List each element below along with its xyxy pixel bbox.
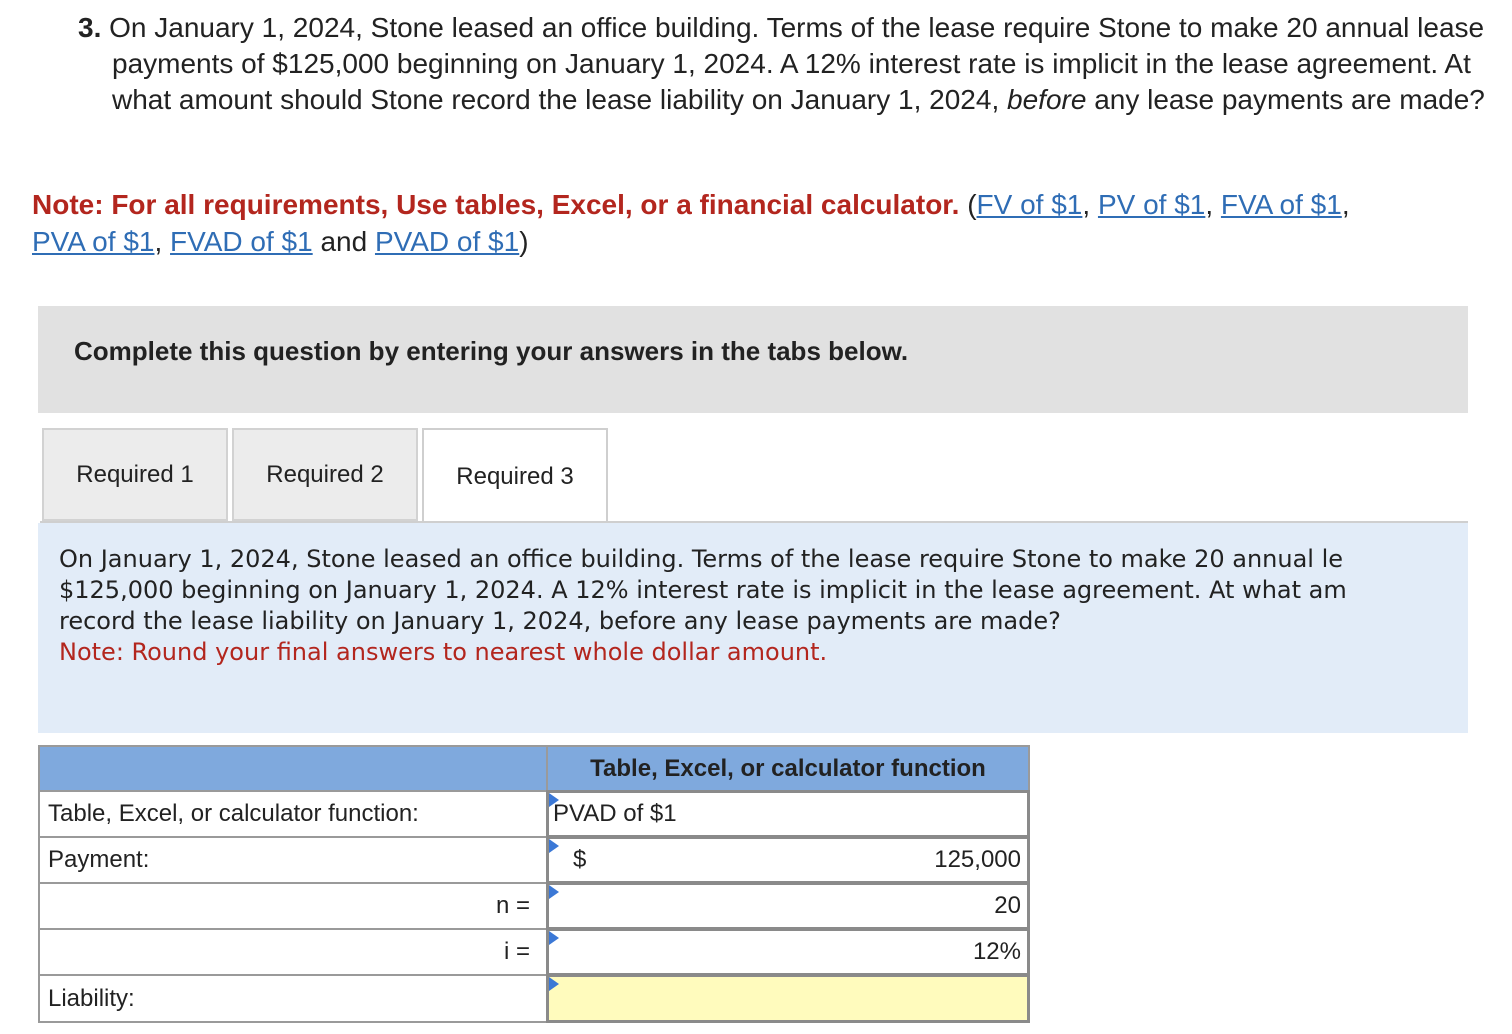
n-label: n = <box>38 882 548 930</box>
liability-input[interactable] <box>546 974 1030 1023</box>
question-text <box>78 10 1502 118</box>
link-pvad[interactable]: PVAD of $1 <box>374 226 520 257</box>
and-text: and <box>312 226 375 257</box>
link-pva[interactable]: PVA of $1 <box>32 226 155 257</box>
i-input[interactable] <box>546 928 1030 976</box>
i-value: 12% <box>972 938 1021 965</box>
link-pv[interactable]: PV of $1 <box>1097 189 1206 220</box>
function-select[interactable] <box>546 790 1030 838</box>
question-box-line-1: On January 1, 2024, Stone leased an office building. Terms of the lease require Stone to make 20 annual le <box>59 545 1344 573</box>
input-marker-icon <box>549 885 559 899</box>
input-marker-icon <box>549 793 559 807</box>
liability-label: Liability: <box>38 974 548 1023</box>
link-fva[interactable]: FVA of $1 <box>1220 189 1342 220</box>
question-body: On January 1, 2024, Stone leased an office building. Terms of the lease require Stone to make 20 annual lease payments of $125,000 beginning on January 1, 2024. A 12% interest rate is implicit in the lease agreement. At what amount should Stone record the lease liability on January 1, 2024, <box>109 12 1485 115</box>
input-marker-icon <box>549 839 559 853</box>
payment-value: 125,000 <box>934 846 1021 873</box>
sep: , <box>1205 189 1221 220</box>
question-number: 3. <box>78 12 102 43</box>
table-header: Table, Excel, or calculator function <box>546 745 1030 792</box>
question-body-end: any lease payments are made? <box>1086 84 1485 115</box>
function-value: PVAD of $1 <box>553 800 677 827</box>
link-fv[interactable]: FV of $1 <box>976 189 1083 220</box>
sep: , <box>1082 189 1098 220</box>
paren-close: ) <box>519 226 529 257</box>
tab-required-3[interactable]: Required 3 <box>422 428 608 524</box>
function-label: Table, Excel, or calculator function: <box>38 790 548 838</box>
question-box-note: Note: Round your final answers to nearest whole dollar amount. <box>59 638 828 666</box>
question-italic: before <box>1007 84 1087 115</box>
n-value: 20 <box>994 892 1021 919</box>
tab-required-1[interactable]: Required 1 <box>42 428 228 521</box>
payment-label: Payment: <box>38 836 548 884</box>
table-header-blank <box>38 745 548 792</box>
n-input[interactable] <box>546 882 1030 930</box>
sep: , <box>154 226 171 257</box>
instructions-note <box>32 186 1472 260</box>
instruction-banner <box>38 306 1468 413</box>
payment-input[interactable] <box>546 836 1030 884</box>
question-box-line-2: $125,000 beginning on January 1, 2024. A 12% interest rate is implicit in the lease agreement. At what am <box>59 576 1347 604</box>
answer-table <box>38 745 1030 1023</box>
currency-symbol: $ <box>573 846 587 873</box>
input-marker-icon <box>549 977 559 991</box>
input-marker-icon <box>549 931 559 945</box>
question-box <box>38 523 1468 733</box>
paren-open: ( <box>959 189 977 220</box>
note-red-text: Note: For all requirements, Use tables, Excel, or a financial calculator. <box>32 189 960 220</box>
i-label: i = <box>38 928 548 976</box>
link-fvad[interactable]: FVAD of $1 <box>170 226 313 257</box>
sep: , <box>1341 189 1350 220</box>
banner-text: Complete this question by entering your answers in the tabs below. <box>74 336 909 366</box>
tab-required-2[interactable]: Required 2 <box>232 428 418 521</box>
question-box-line-3: record the lease liability on January 1, 2024, before any lease payments are made? <box>59 607 1061 635</box>
